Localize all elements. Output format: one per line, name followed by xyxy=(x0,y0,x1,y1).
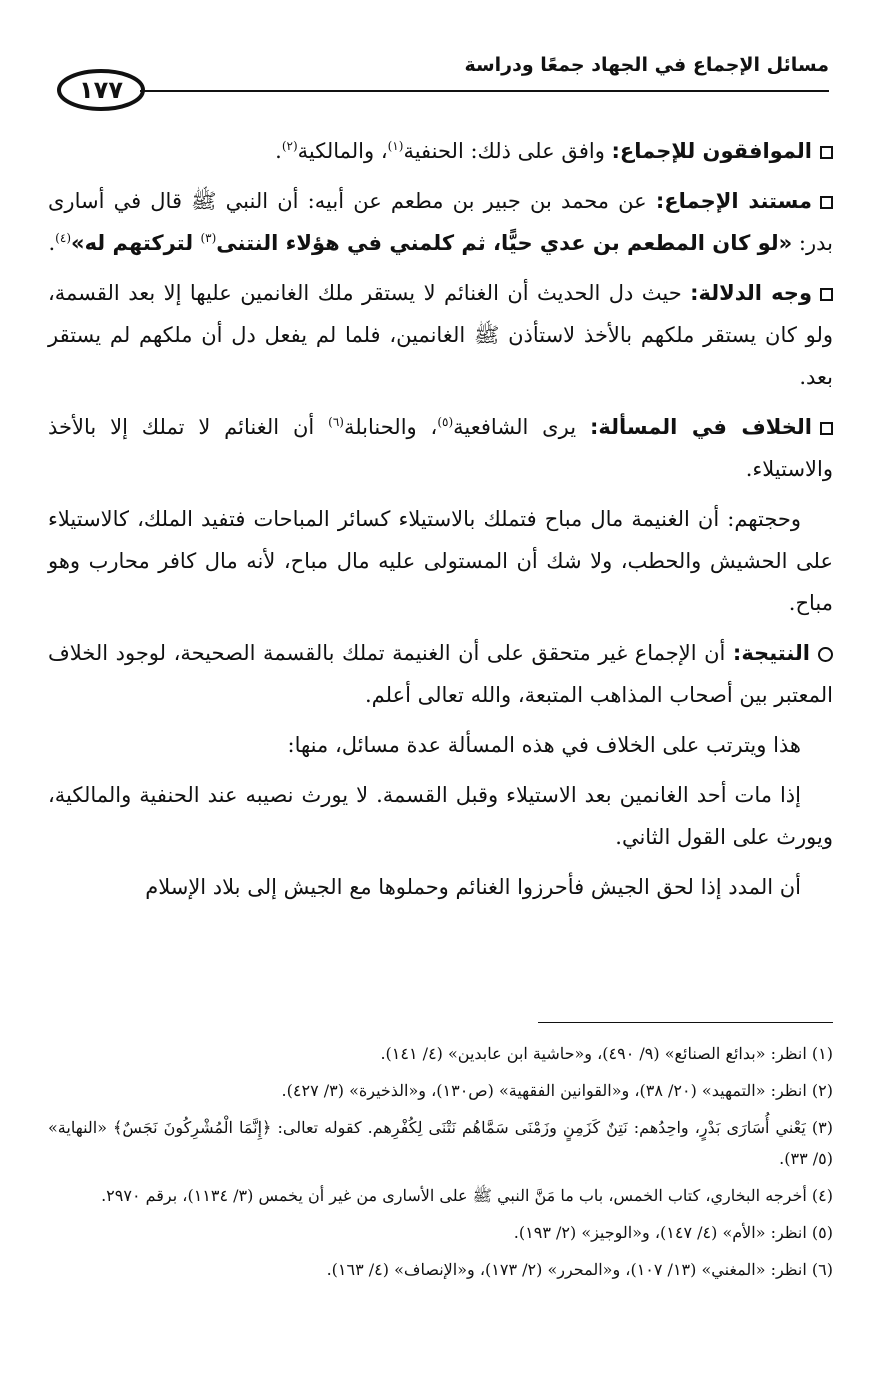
paragraph-term: مستند الإجماع: xyxy=(655,189,813,213)
footnote-item: (١) انظر: «بدائع الصنائع» (٩/ ٤٩٠)، و«حاشية ابن عابدين» (٤/ ١٤١). xyxy=(380,1044,833,1063)
paragraph-argument: وحجتهم: أن الغنيمة مال مباح فتملك بالاستيلاء كسائر المباحات فتفيد الملك، كالاستيلاء على الحشيش والحطب، ولا شك أن المستولى عليه مال مباح، لأنه مال كافر محارب وهو مباح. xyxy=(48,507,833,615)
running-title: مسائل الإجماع في الجهاد جمعًا ودراسة xyxy=(464,54,829,76)
paragraph-text: عن محمد بن جبير بن مطعم عن أبيه: أن النبي ﷺ قال في أسارى بدر: xyxy=(48,189,833,255)
footnote-ref: (٦) xyxy=(328,415,344,429)
paragraph-dispute xyxy=(48,406,833,490)
paragraph-text: . xyxy=(275,139,282,163)
page-number-badge xyxy=(56,68,146,112)
main-text xyxy=(48,130,833,916)
footnote-item: (٦) انظر: «المغني» (١٣/ ١٠٧)، و«المحرر» (٢/ ١٧٣)، و«الإنصاف» (٤/ ١٦٣). xyxy=(326,1260,833,1279)
page-number: ١٧٧ xyxy=(79,76,123,104)
paragraph-agreeing xyxy=(48,130,833,172)
paragraph-term: الخلاف في المسألة: xyxy=(589,415,812,439)
paragraph-term: الموافقون للإجماع: xyxy=(611,139,812,163)
paragraph-text: ، والمالكية xyxy=(297,139,388,163)
footnote-item: (٣) يَعْني أُسَارَى بَدْرٍ، واحِدُهم: نَتِنٌ كَزَمِنٍ وزَمْنَى سَمَّاهُم نَتْنَى لِكُفْرِهم. كقوله تعالى: ﴿إِنَّمَا الْمُشْرِكُونَ نَجَسٌ﴾ «النهاية» (٥/ ٣٣). xyxy=(48,1118,833,1168)
footnote-item: (٤) أخرجه البخاري، كتاب الخمس، باب ما مَنَّ النبي ﷺ على الأسارى من غير أن يخمس (٣/ ١١٣٤)، برقم ٢٩٧٠. xyxy=(101,1186,833,1205)
paragraph-text: أن الإجماع غير متحقق على أن الغنيمة تملك بالقسمة الصحيحة، لوجود الخلاف المعتبر بين أصحاب المذاهب المتبعة، والله تعالى أعلم. xyxy=(48,641,833,707)
paragraph-text: ، والحنابلة xyxy=(343,415,438,439)
paragraph-basis xyxy=(48,180,833,264)
footnote-ref: (١) xyxy=(387,139,404,153)
square-bullet-icon xyxy=(820,196,833,209)
circle-bullet-icon xyxy=(818,647,833,662)
paragraph-consequences: هذا ويترتب على الخلاف في هذه المسألة عدة مسائل، منها: xyxy=(287,733,801,757)
footnote-item: (٢) انظر: «التمهيد» (٢٠/ ٣٨)، و«القوانين الفقهية» (ص١٣٠)، و«الذخيرة» (٣/ ٤٢٧). xyxy=(281,1081,833,1100)
paragraph-reinforcement: أن المدد إذا لحق الجيش فأحرزوا الغنائم وحملوها مع الجيش إلى بلاد الإسلام xyxy=(145,875,801,899)
paragraph-result xyxy=(48,632,833,716)
hadith-text: لتركتهم له» xyxy=(71,231,201,255)
footnote-ref: (٥) xyxy=(437,415,454,429)
paragraph-term: النتيجة: xyxy=(732,641,810,665)
hadith-text: «لو كان المطعم بن عدي حيًّا، ثم كلمني في هؤلاء النتنى xyxy=(216,231,793,255)
paragraph-text: وافق على ذلك: الحنفية xyxy=(403,139,612,163)
paragraph-text: حيث دل الحديث أن الغنائم لا يستقر ملك الغانمين عليها إلا بعد القسمة، ولو كان يستقر ملكهم بالأخذ لاستأذن ﷺ الغانمين، فلما لم يفعل دل أن ملكهم لم يستقر بعد. xyxy=(48,281,833,389)
paragraph-text: يرى الشافعية xyxy=(453,415,590,439)
footnote-separator xyxy=(538,1022,833,1023)
square-bullet-icon xyxy=(820,422,833,435)
footnotes xyxy=(48,1038,833,1291)
square-bullet-icon xyxy=(820,288,833,301)
footnote-ref: (٢) xyxy=(281,139,298,153)
paragraph-evidence xyxy=(48,272,833,398)
paragraph-text: . xyxy=(48,231,56,255)
paragraph-inheritance: إذا مات أحد الغانمين بعد الاستيلاء وقبل القسمة. لا يورث نصيبه عند الحنفية والمالكية، ويورث على القول الثاني. xyxy=(48,783,833,849)
paragraph-text: أن الغنائم لا تملك إلا بالأخذ والاستيلاء. xyxy=(48,415,833,481)
footnote-item: (٥) انظر: «الأم» (٤/ ١٤٧)، و«الوجيز» (٢/ ١٩٣). xyxy=(513,1223,833,1242)
footnote-ref: (٤) xyxy=(55,231,71,245)
header-rule xyxy=(140,90,829,92)
footnote-ref: (٣) xyxy=(200,231,217,245)
paragraph-term: وجه الدلالة: xyxy=(690,281,812,305)
square-bullet-icon xyxy=(820,146,833,159)
